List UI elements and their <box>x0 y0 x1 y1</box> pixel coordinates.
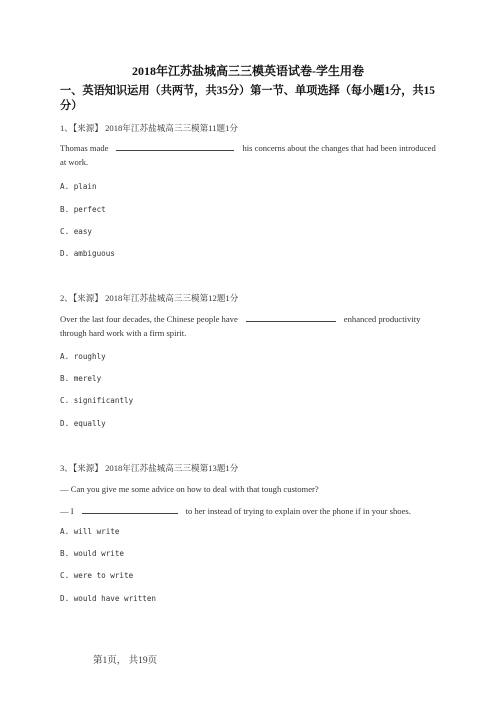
document-title: 2018年江苏盐城高三三模英语试卷-学生用卷 <box>132 64 364 78</box>
question-2-option-c: C. significantly <box>60 396 134 405</box>
question-3-option-a: A. will write <box>60 527 120 536</box>
question-2-option-a: A. roughly <box>60 352 106 361</box>
question-2-stem-after: enhanced productivity through hard work with a firm spirit. <box>60 314 421 338</box>
question-1-stem-before: Thomas made <box>60 143 109 153</box>
question-2-option-d: D. equally <box>60 419 106 428</box>
question-1-header: 1、【来源】 2018年江苏盐城高三三模第11题1分 <box>60 123 238 133</box>
question-2-stem-before: Over the last four decades, the Chinese people have <box>60 314 238 324</box>
question-3-blank <box>82 505 178 514</box>
question-3-stem-after: to her instead of trying to explain over the phone if in your shoes. <box>185 506 411 516</box>
question-3-stem-before: — I <box>60 506 74 516</box>
question-3-line1: — Can you give me some advice on how to deal with that tough customer? <box>60 484 319 494</box>
question-3-option-d: D. would have written <box>60 594 157 603</box>
question-2-blank <box>246 313 336 322</box>
question-3-option-b: B. would write <box>60 549 125 558</box>
question-2-stem <box>60 312 440 340</box>
page-footer: 第1页， 共19页 <box>93 656 158 666</box>
question-1-option-a: A. plain <box>60 182 97 191</box>
question-1-stem-after: his concerns about the changes that had been introduced at work. <box>60 143 436 167</box>
question-1-stem <box>60 141 440 169</box>
question-2-option-b: B. merely <box>60 374 102 383</box>
question-2-header: 2、【来源】 2018年江苏盐城高三三模第12题1分 <box>60 293 239 303</box>
question-1-option-b: B. perfect <box>60 205 106 214</box>
question-1-option-c: C. easy <box>60 227 93 236</box>
question-3-stem <box>60 504 440 518</box>
question-1-blank <box>116 142 234 151</box>
section-heading: 一、英语知识运用（共两节，共35分）第一节、单项选择（每小题1分，共15分） <box>60 85 435 112</box>
question-3-option-c: C. were to write <box>60 571 134 580</box>
question-1-option-d: D. ambiguous <box>60 249 115 258</box>
question-3-header: 3、【来源】 2018年江苏盐城高三三模第13题1分 <box>60 463 239 473</box>
